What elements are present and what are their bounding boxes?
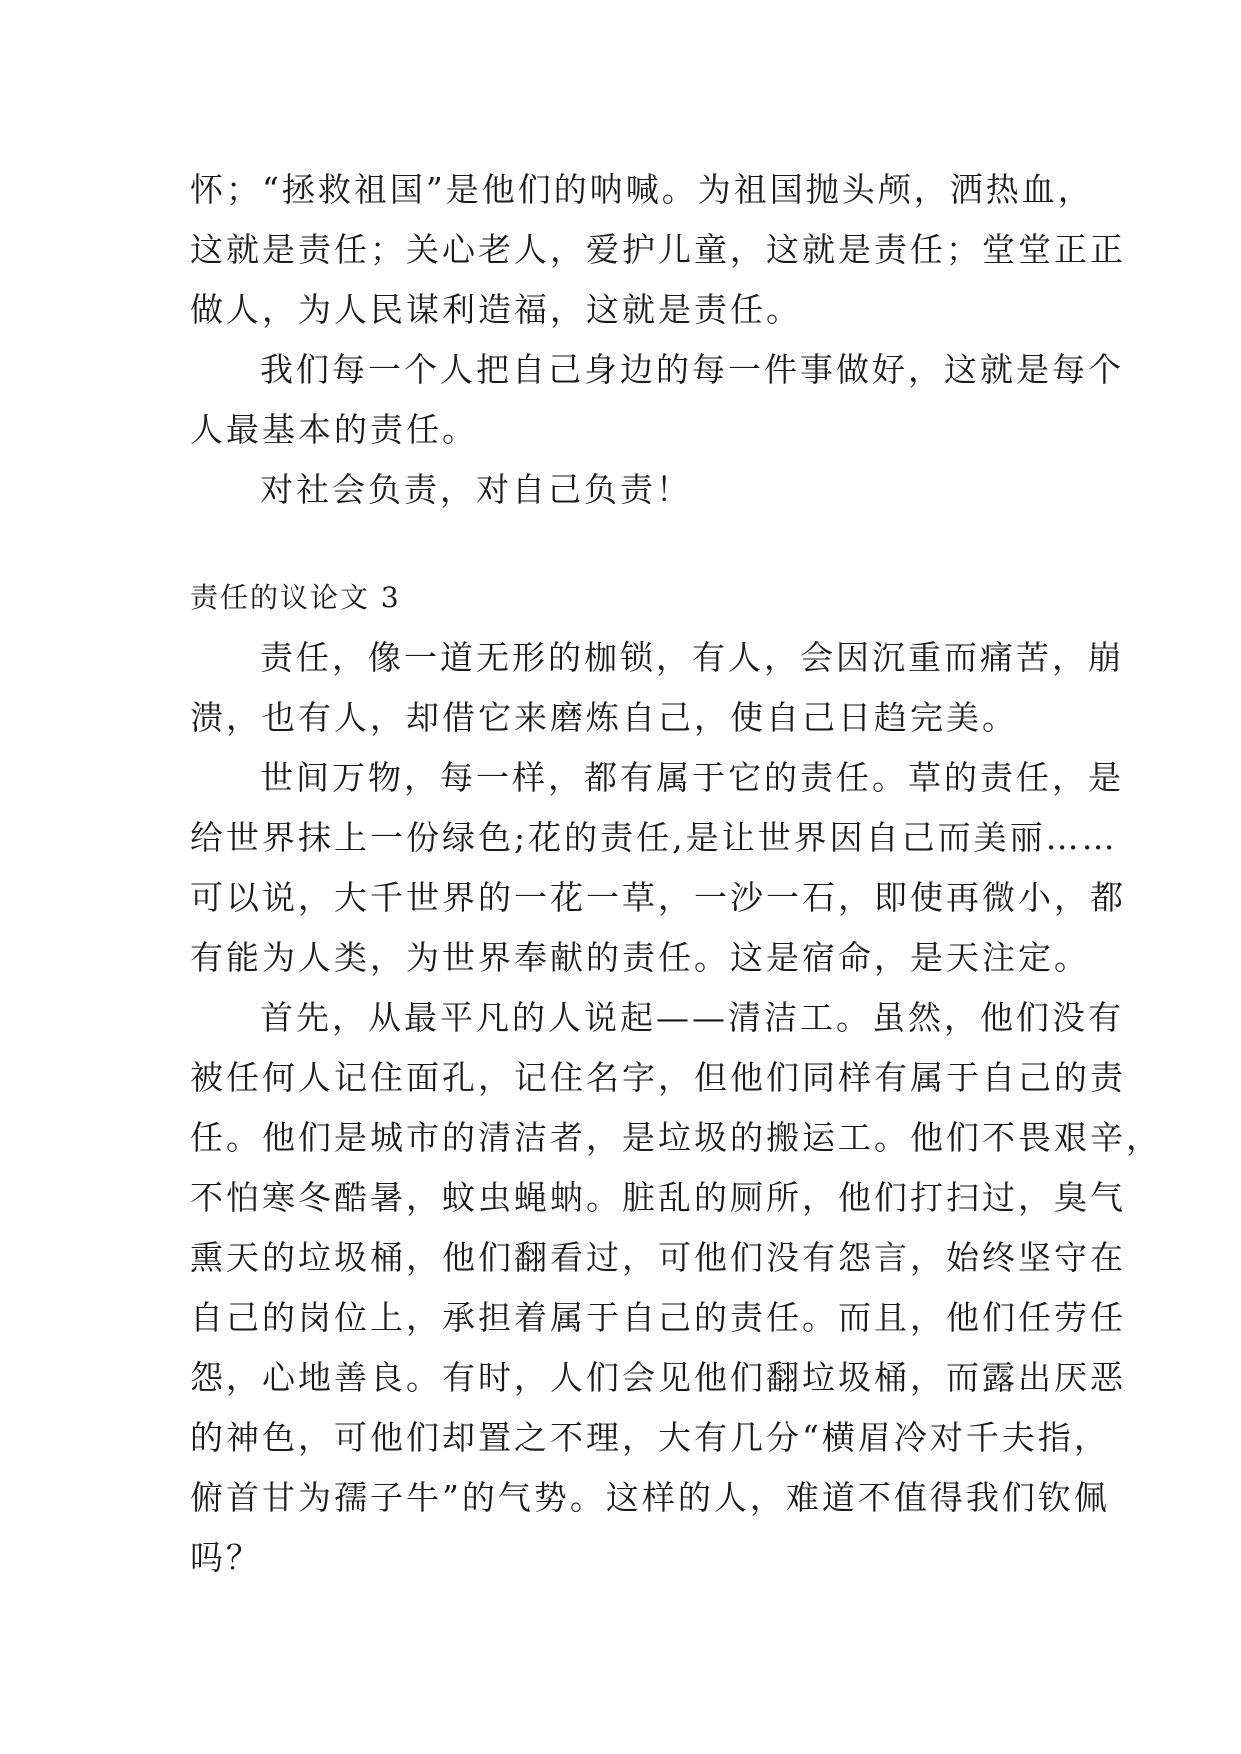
text-line: 俯首甘为孺子牛”的气势。这样的人，难道不值得我们钦佩 [190,1478,1110,1517]
text-line: 不怕寒冬酷暑，蚊虫蝇蚋。脏乱的厕所，他们打扫过，臭气 [190,1178,1126,1217]
section-gap [190,520,1070,568]
text-line: 怨，心地善良。有时，人们会见他们翻垃圾桶，而露出厌恶 [190,1358,1126,1397]
paragraph-start-line: 首先，从最平凡的人说起——清洁工。虽然，他们没有 [260,998,1124,1037]
document-page [190,160,1162,1588]
text-line: 给世界抹上一份绿色;花的责任,是让世界因自己而美丽…… [190,818,1118,857]
text-line: 有能为人类，为世界奉献的责任。这是宿命，是天注定。 [190,938,1090,977]
paragraph-start-line: 世间万物，每一样，都有属于它的责任。草的责任，是 [260,758,1124,797]
text-line: 被任何人记住面孔，记住名字，但他们同样有属于自己的责 [190,1058,1126,1097]
paragraph-start-line: 我们每一个人把自己身边的每一件事做好，这就是每个 [260,350,1124,389]
text-line: 吗？ [190,1538,262,1577]
text-line: 这就是责任；关心老人，爱护儿童，这就是责任；堂堂正正 [190,230,1126,269]
section-heading: 责任的议论文 3 [190,581,401,614]
text-line: 溃，也有人，却借它来磨炼自己，使自己日趋完美。 [190,698,1018,737]
paragraph-start-line: 责任，像一道无形的枷锁，有人，会因沉重而痛苦，崩 [260,638,1124,677]
text-line: 人最基本的责任。 [190,410,478,449]
text-line: 怀；“拯救祖国”是他们的呐喊。为祖国抛头颅，洒热血， [190,170,1094,209]
text-line: 可以说，大千世界的一花一草，一沙一石，即使再微小，都 [190,878,1126,917]
section-1 [190,160,1126,520]
section-2 [190,568,1162,1588]
text-line: 的神色，可他们却置之不理，大有几分“横眉冷对千夫指， [190,1418,1110,1457]
text-line: 自己的岗位上，承担着属于自己的责任。而且，他们任劳任 [190,1298,1126,1337]
text-line: 熏天的垃圾桶，他们翻看过，可他们没有怨言，始终坚守在 [190,1238,1126,1277]
text-line: 任。他们是城市的清洁者，是垃圾的搬运工。他们不畏艰辛， [190,1118,1162,1157]
paragraph-start-line: 对社会负责，对自己负责！ [260,470,692,509]
text-line: 做人，为人民谋利造福，这就是责任。 [190,290,802,329]
